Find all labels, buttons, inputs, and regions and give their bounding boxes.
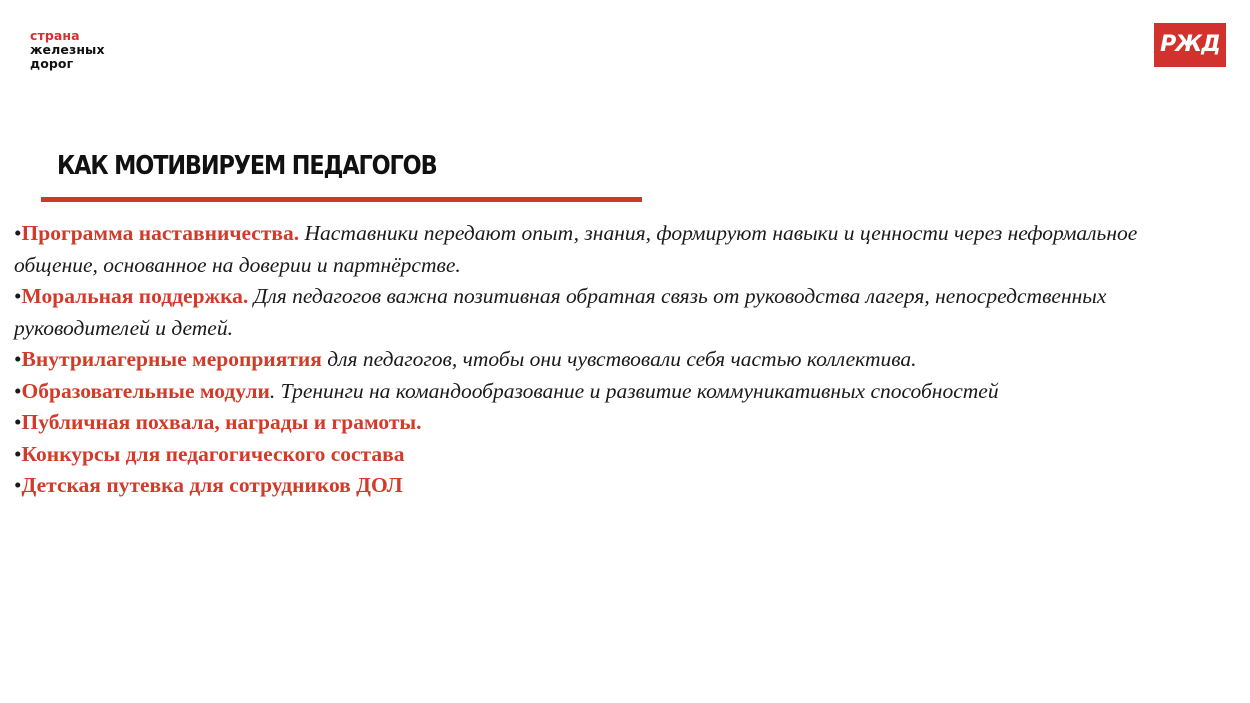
list-item <box>14 407 1214 439</box>
rzd-logo <box>1154 23 1226 67</box>
list-item <box>14 281 1214 344</box>
item-text: Для педагогов важна позитивная обратная связь от руководства лагеря, непосредственных руководителей и детей. <box>14 284 1107 340</box>
bullet: • <box>14 441 22 466</box>
list-item <box>14 344 1214 376</box>
list-item <box>14 439 1214 471</box>
item-text: Наставники передают опыт, знания, формируют навыки и ценности через неформальное общение, основанное на доверии и партнёрстве. <box>14 221 1138 277</box>
rzd-logo-text: РЖД <box>1160 32 1220 57</box>
item-text: для педагогов, чтобы они чувствовали себя частью коллектива. <box>321 347 917 371</box>
item-lead: Конкурсы для педагогического состава <box>21 441 405 466</box>
slide-title: КАК МОТИВИРУЕМ ПЕДАГОГОВ <box>57 151 437 181</box>
item-lead: Образовательные модули <box>21 378 270 403</box>
bullet: • <box>14 221 22 245</box>
list-item <box>14 376 1214 408</box>
title-underline <box>41 197 642 202</box>
list-item <box>14 470 1214 502</box>
brand-wordmark <box>30 29 105 71</box>
list-item <box>14 218 1214 281</box>
bullet: • <box>14 347 22 371</box>
bullet: • <box>14 473 22 497</box>
brand-line-3: дорог <box>30 56 74 71</box>
item-text: . Тренинги на командообразование и развитие коммуникативных способностей <box>269 378 999 403</box>
motivation-list <box>14 218 1214 502</box>
brand-line-1: страна <box>30 28 80 43</box>
bullet: • <box>14 410 22 434</box>
bullet: • <box>14 378 22 403</box>
item-lead: Программа наставничества. <box>21 221 300 245</box>
bullet: • <box>14 284 22 308</box>
item-lead: Внутрилагерные мероприятия <box>21 347 322 371</box>
brand-line-2: железных <box>30 42 105 57</box>
item-lead: Публичная похвала, награды и грамоты. <box>21 410 422 434</box>
item-lead: Детская путевка для сотрудников ДОЛ <box>21 473 403 497</box>
item-lead: Моральная поддержка. <box>21 284 249 308</box>
